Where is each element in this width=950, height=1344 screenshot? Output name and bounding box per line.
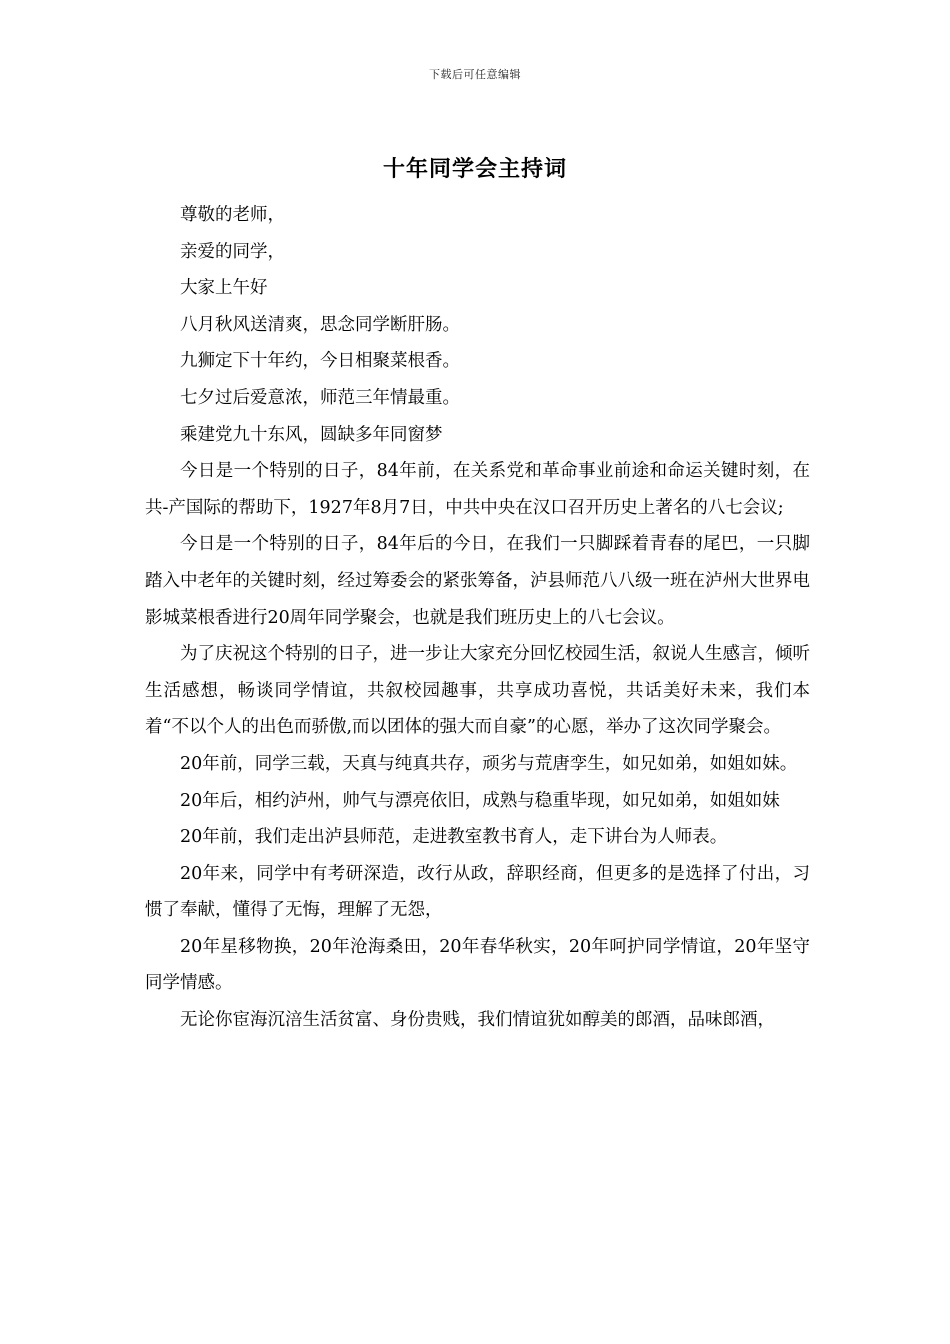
body-paragraph: 为了庆祝这个特别的日子，进一步让大家充分回忆校园生活，叙说人生感言，倾听生活感想，畅谈同学情谊，共叙校园趣事，共享成功喜悦，共话美好未来，我们本着“不以个人的出色而骄傲,而以团体的强大而自豪”的心愿，举办了这次同学聚会。 <box>145 644 810 738</box>
body-paragraph: 20年前，我们走出泸县师范，走进教室教书育人，走下讲台为人师表。 <box>180 827 728 848</box>
body-paragraph: 无论你宦海沉涪生活贫富、身份贵贱，我们情谊犹如醇美的郎酒，品味郎酒， <box>180 1010 775 1031</box>
body-paragraph: 20年来，同学中有考研深造，改行从政，辞职经商，但更多的是选择了付出，习惯了奉献，懂得了无悔，理解了无怨， <box>145 863 810 921</box>
greeting-line: 亲爱的同学， <box>180 241 285 262</box>
body-paragraph: 20年后，相约泸州，帅气与漂亮依旧，成熟与稳重毕现，如兄如弟，如姐如妹 <box>180 790 780 811</box>
greeting-line: 大家上午好 <box>180 278 268 299</box>
body-paragraph: 今日是一个特别的日子，84年前，在关系党和革命事业前途和命运关键时刻，在共-产国际的帮助下，1927年8月7日，中共中央在汉口召开历史上著名的八七会议; <box>145 461 810 518</box>
poem-line: 九狮定下十年约，今日相聚菜根香。 <box>180 351 460 372</box>
document-body <box>145 197 810 1039</box>
greeting-line: 尊敬的老师， <box>180 205 285 225</box>
body-paragraph: 20年星移物换，20年沧海桑田，20年春华秋实，20年呵护同学情谊，20年坚守同学情感。 <box>145 936 810 994</box>
document-title: 十年同学会主持词 <box>382 156 567 182</box>
poem-line: 八月秋风送清爽，思念同学断肝肠。 <box>180 314 460 335</box>
page-header-note: 下载后可任意编辑 <box>429 68 521 81</box>
poem-line: 七夕过后爱意浓，师范三年情最重。 <box>180 387 460 408</box>
body-paragraph: 今日是一个特别的日子，84年后的今日，在我们一只脚踩着青春的尾巴，一只脚踏入中老年的关键时刻，经过筹委会的紧张筹备，泸县师范八八级一班在泸州大世界电影城菜根香进行20周年同学聚会，也就是我们班历史上的八七会议。 <box>145 534 810 628</box>
body-paragraph: 20年前，同学三载，天真与纯真共存，顽劣与荒唐孪生，如兄如弟，如姐如妹。 <box>180 753 798 774</box>
poem-line: 乘建党九十东风，圆缺多年同窗梦 <box>180 424 443 445</box>
